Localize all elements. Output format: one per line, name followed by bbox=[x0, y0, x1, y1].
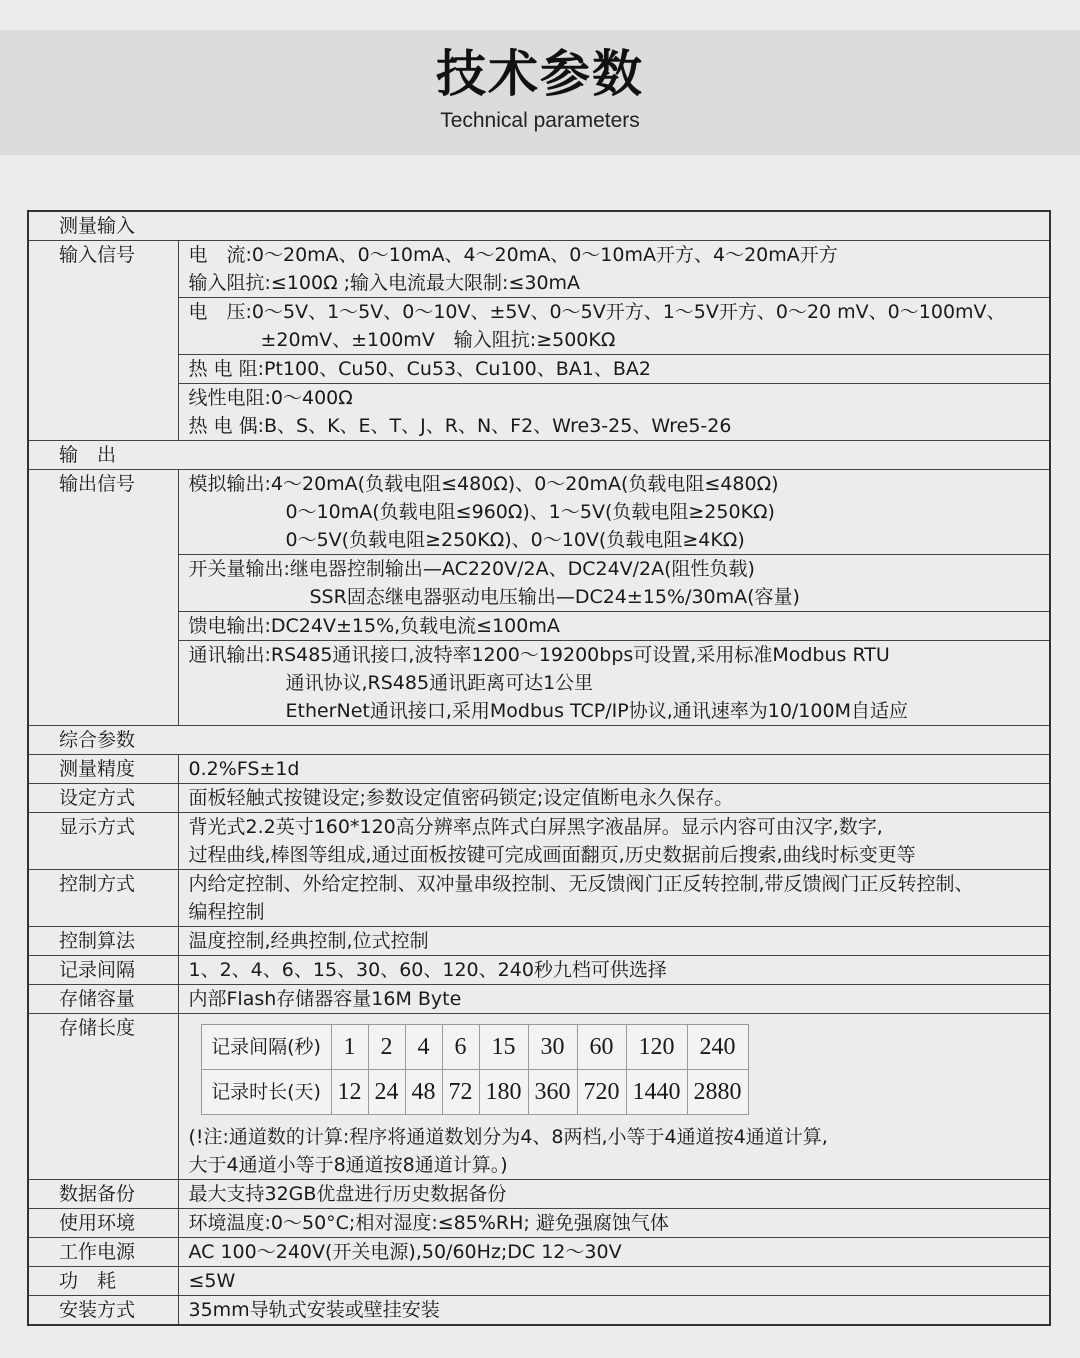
record-duration-cell: 72 bbox=[442, 1070, 479, 1115]
record-duration-cell: 180 bbox=[479, 1070, 528, 1115]
spec-line: 通讯输出:RS485通讯接口,波特率1200～19200bps可设置,采用标准Modbus RTU bbox=[188, 644, 890, 666]
page-title: 技术参数 bbox=[436, 45, 644, 103]
spec-line: AC 100～240V(开关电源),50/60Hz;DC 12～30V bbox=[188, 1241, 622, 1263]
record-duration-cell: 2880 bbox=[687, 1070, 748, 1115]
spec-table bbox=[27, 210, 1051, 1326]
row-value bbox=[178, 1180, 1050, 1209]
spec-line: 1、2、4、6、15、30、60、120、240秒九档可供选择 bbox=[188, 959, 667, 981]
spec-block bbox=[178, 384, 1050, 441]
record-interval-cell: 30 bbox=[528, 1025, 577, 1070]
row-label: 控制方式 bbox=[28, 870, 178, 927]
storage-note: (!注:通道数的计算:程序将通道数划分为4、8两档,小等于4通道按4通道计算, bbox=[188, 1126, 828, 1148]
spec-line: 编程控制 bbox=[188, 901, 265, 923]
record-interval-cell: 240 bbox=[687, 1025, 748, 1070]
storage-header: 记录时长(天) bbox=[201, 1070, 331, 1115]
row-label: 功 耗 bbox=[28, 1267, 178, 1296]
section-output: 输 出 bbox=[28, 441, 1050, 470]
spec-block bbox=[178, 612, 1050, 641]
spec-line: 0～5V(负载电阻≥250KΩ)、0～10V(负载电阻≥4KΩ) bbox=[285, 529, 745, 551]
storage-table bbox=[201, 1024, 749, 1115]
row-value bbox=[178, 956, 1050, 985]
storage-header: 记录间隔(秒) bbox=[201, 1025, 331, 1070]
spec-line: 热 电 偶:B、S、K、E、T、J、R、N、F2、Wre3-25、Wre5-26 bbox=[188, 415, 732, 437]
row-label: 安装方式 bbox=[28, 1296, 178, 1326]
spec-line: 0～10mA(负载电阻≤960Ω)、1～5V(负载电阻≥250KΩ) bbox=[285, 501, 775, 523]
storage-note: 大于4通道小等于8通道按8通道计算。) bbox=[188, 1154, 508, 1176]
row-value bbox=[178, 1296, 1050, 1326]
record-duration-cell: 720 bbox=[577, 1070, 626, 1115]
row-label: 数据备份 bbox=[28, 1180, 178, 1209]
row-label: 输入信号 bbox=[28, 241, 178, 441]
spec-line: 面板轻触式按键设定;参数设定值密码锁定;设定值断电永久保存。 bbox=[188, 787, 734, 809]
storage-block bbox=[178, 1014, 1050, 1180]
record-duration-cell: 24 bbox=[368, 1070, 405, 1115]
row-value bbox=[178, 985, 1050, 1014]
spec-line: 温度控制,经典控制,位式控制 bbox=[188, 930, 429, 952]
row-label: 显示方式 bbox=[28, 813, 178, 870]
spec-line: 背光式2.2英寸160*120高分辨率点阵式白屏黑字液晶屏。显示内容可由汉字,数字, bbox=[188, 816, 883, 838]
record-interval-cell: 1 bbox=[331, 1025, 368, 1070]
spec-line: 内部Flash存储器容量16M Byte bbox=[188, 988, 462, 1010]
record-duration-cell: 12 bbox=[331, 1070, 368, 1115]
spec-line: 过程曲线,棒图等组成,通过面板按键可完成画面翻页,历史数据前后搜索,曲线时标变更等 bbox=[188, 844, 916, 866]
spec-line: 电 压:0～5V、1～5V、0～10V、±5V、0～5V开方、1～5V开方、0～20 mV、0～100mV、 bbox=[188, 301, 1006, 323]
row-label: 设定方式 bbox=[28, 784, 178, 813]
spec-block bbox=[178, 241, 1050, 298]
spec-line: 0.2%FS±1d bbox=[188, 758, 300, 780]
spec-line: SSR固态继电器驱动电压输出—DC24±15%/30mA(容量) bbox=[309, 586, 800, 608]
spec-line: EtherNet通讯接口,采用Modbus TCP/IP协议,通讯速率为10/100M自适应 bbox=[285, 700, 908, 722]
row-label: 记录间隔 bbox=[28, 956, 178, 985]
row-value bbox=[178, 1238, 1050, 1267]
spec-block bbox=[178, 298, 1050, 355]
spec-line: 环境温度:0～50°C;相对湿度:≤85%RH; 避免强腐蚀气体 bbox=[188, 1212, 669, 1234]
record-duration-cell: 48 bbox=[405, 1070, 442, 1115]
row-label: 控制算法 bbox=[28, 927, 178, 956]
record-duration-cell: 360 bbox=[528, 1070, 577, 1115]
row-label: 测量精度 bbox=[28, 755, 178, 784]
row-value bbox=[178, 755, 1050, 784]
page-subtitle: Technical parameters bbox=[440, 109, 640, 132]
row-value bbox=[178, 870, 1050, 927]
row-value bbox=[178, 1209, 1050, 1238]
row-label: 工作电源 bbox=[28, 1238, 178, 1267]
spec-line: 开关量输出:继电器控制输出—AC220V/2A、DC24V/2A(阻性负载) bbox=[188, 558, 755, 580]
row-label: 存储长度 bbox=[28, 1014, 178, 1180]
row-value bbox=[178, 784, 1050, 813]
spec-line: 通讯协议,RS485通讯距离可达1公里 bbox=[285, 672, 594, 694]
section-general: 综合参数 bbox=[28, 726, 1050, 755]
spec-block bbox=[178, 555, 1050, 612]
row-label: 使用环境 bbox=[28, 1209, 178, 1238]
spec-block bbox=[178, 355, 1050, 384]
row-label: 存储容量 bbox=[28, 985, 178, 1014]
record-interval-cell: 120 bbox=[626, 1025, 687, 1070]
spec-line: 35mm导轨式安装或壁挂安装 bbox=[188, 1299, 440, 1321]
spec-line: ≤5W bbox=[188, 1270, 236, 1292]
record-interval-cell: 4 bbox=[405, 1025, 442, 1070]
spec-block bbox=[178, 470, 1050, 555]
record-duration-cell: 1440 bbox=[626, 1070, 687, 1115]
row-label: 输出信号 bbox=[28, 470, 178, 726]
spec-line: 热 电 阻:Pt100、Cu50、Cu53、Cu100、BA1、BA2 bbox=[188, 358, 651, 380]
spec-line: 馈电输出:DC24V±15%,负载电流≤100mA bbox=[188, 615, 560, 637]
spec-line: ±20mV、±100mV 输入阻抗:≥500KΩ bbox=[260, 329, 616, 351]
spec-line: 输入阻抗:≤100Ω ;输入电流最大限制:≤30mA bbox=[188, 272, 581, 294]
spec-line: 最大支持32GB优盘进行历史数据备份 bbox=[188, 1183, 507, 1205]
record-interval-cell: 6 bbox=[442, 1025, 479, 1070]
spec-line: 电 流:0～20mA、0～10mA、4～20mA、0～10mA开方、4～20mA开方 bbox=[188, 244, 838, 266]
record-interval-cell: 60 bbox=[577, 1025, 626, 1070]
spec-block bbox=[178, 641, 1050, 726]
spec-line: 线性电阻:0～400Ω bbox=[188, 387, 353, 409]
record-interval-cell: 15 bbox=[479, 1025, 528, 1070]
spec-line: 内给定控制、外给定控制、双冲量串级控制、无反馈阀门正反转控制,带反馈阀门正反转控制、 bbox=[188, 873, 974, 895]
row-value bbox=[178, 927, 1050, 956]
row-value bbox=[178, 1267, 1050, 1296]
spec-line: 模拟输出:4～20mA(负载电阻≤480Ω)、0～20mA(负载电阻≤480Ω) bbox=[188, 473, 779, 495]
row-value bbox=[178, 813, 1050, 870]
section-measure-input: 测量输入 bbox=[28, 211, 1050, 241]
record-interval-cell: 2 bbox=[368, 1025, 405, 1070]
